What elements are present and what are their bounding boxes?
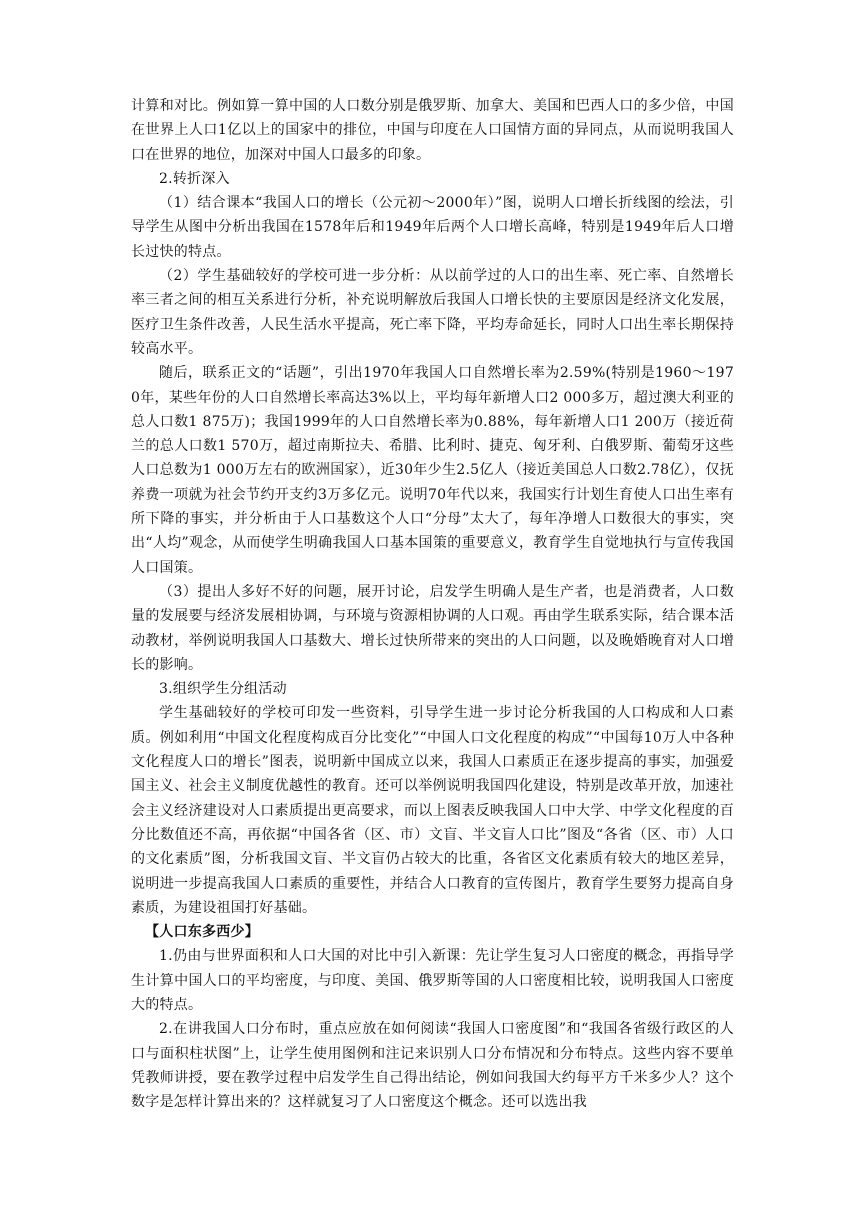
paragraph-growth-analysis: （2）学生基础较好的学校可进一步分析：从以前学过的人口的出生率、死亡率、自然增长率三者之间的相互关系进行分析，补充说明解放后我国人口增长快的主要原因是经济文化发展，医疗卫生条件改善，人民生活水平提高，死亡率下降，平均寿命延长，同时人口出生率长期保持较高水平。 bbox=[131, 268, 734, 357]
paragraph-density-intro: 1.仍由与世界面积和人口大国的对比中引入新课：先让学生复习人口密度的概念，再指导学生计算中国人口的平均密度，与印度、美国、俄罗斯等国的人口密度相比较，说明我国人口密度大的特点。 bbox=[131, 948, 734, 1013]
paragraph-distribution-teaching: 2.在讲我国人口分布时，重点应放在如何阅读“我国人口密度图”和“我国各省级行政区的人口与面积柱状图”上，让学生使用图例和注记来识别人口分布情况和分布特点。这些内容不要单凭教师讲授，要在教学过程中启发学生自己得出结论，例如问我国大约每平方千米多少人？这个数字是怎样计算出来的？这样就复习了人口密度这个概念。还可以选出我 bbox=[131, 1021, 734, 1111]
paragraph-growth-chart: （1）结合课本“我国人口的增长（公元初～2000年）”图，说明人口增长折线图的绘法，引导学生从图中分析出我国在1578年后和1949年后两个人口增长高峰，特别是1949年后人口增长过快的特点。 bbox=[131, 195, 734, 260]
paragraph-intro-continued: 计算和对比。例如算一算中国的人口数分别是俄罗斯、加拿大、美国和巴西人口的多少倍，中国在世界上人口1亿以上的国家中的排位，中国与印度在人口国情方面的异同点，从而说明我国人口在世界的地位，加深对中国人口最多的印象。 bbox=[131, 98, 734, 163]
paragraph-topic-statistics: 随后，联系正文的“话题”，引出1970年我国人口自然增长率为2.59%(特别是1960～1970年，某些年份的人口自然增长率高达3%以上，平均每年新增人口2 000多万，超过澳大利亚的总人口数1 875万)；我国1999年的人口自然增长率为0.88%，每年新增人口1 200万（接近荷兰的总人口数1 570万，超过南斯拉夫、希腊、比利时、捷克、匈牙利、白俄罗斯、葡萄牙这些人口总数为1 000万左右的欧洲国家），近30年少生2.5亿人（接近美国总人口数2.78亿），仅抚养费一项就为社会节约开支约3万多亿元。说明70年代以来，我国实行计划生育使人口出生率有所下降的事实，并分析由于人口基数这个人口“分母”太大了，每年净增人口数很大的事实，突出“人均”观念，从而使学生明确我国人口基本国策的重要意义，教育学生自觉地执行与宣传我国人口国策。 bbox=[131, 365, 734, 576]
heading-group-activity: 3.组织学生分组活动 bbox=[159, 681, 287, 698]
paragraph-population-discussion: （3）提出人多好不好的问题，展开讨论，启发学生明确人是生产者，也是消费者，人口数量的发展要与经济发展相协调，与环境与资源相协调的人口观。再由学生联系实际，结合课本活动教材，举例说明我国人口基数大、增长过快所带来的突出的人口问题，以及晚婚晚育对人口增长的影响。 bbox=[131, 583, 734, 673]
document-page bbox=[131, 94, 734, 1114]
paragraph-population-quality: 学生基础较好的学校可印发一些资料，引导学生进一步讨论分析我国的人口构成和人口素质。例如利用“中国文化程度构成百分比变化”“中国人口文化程度的构成”“中国每10万人中各种文化程度人口的增长”图表，说明新中国成立以来，我国人口素质正在逐步提高的事实，加强爱国主义、社会主义制度优越性的教育。还可以举例说明我国四化建设，特别是改革开放，加速社会主义经济建设对人口素质提出更高要求，而以上图表反映我国人口中大学、中学文化程度的百分比数值还不高，再依据“中国各省（区、市）文盲、半文盲人口比”图及“各省（区、市）人口的文化素质”图，分析我国文盲、半文盲仍占较大的比重，各省区文化素质有较大的地区差异，说明进一步提高我国人口素质的重要性，并结合人口教育的宣传图片，教育学生要努力提高自身素质，为建设祖国打好基础。 bbox=[131, 705, 734, 916]
heading-turning-deeper: 2.转折深入 bbox=[159, 170, 230, 187]
section-title-east-west: 【人口东多西少】 bbox=[145, 924, 259, 941]
